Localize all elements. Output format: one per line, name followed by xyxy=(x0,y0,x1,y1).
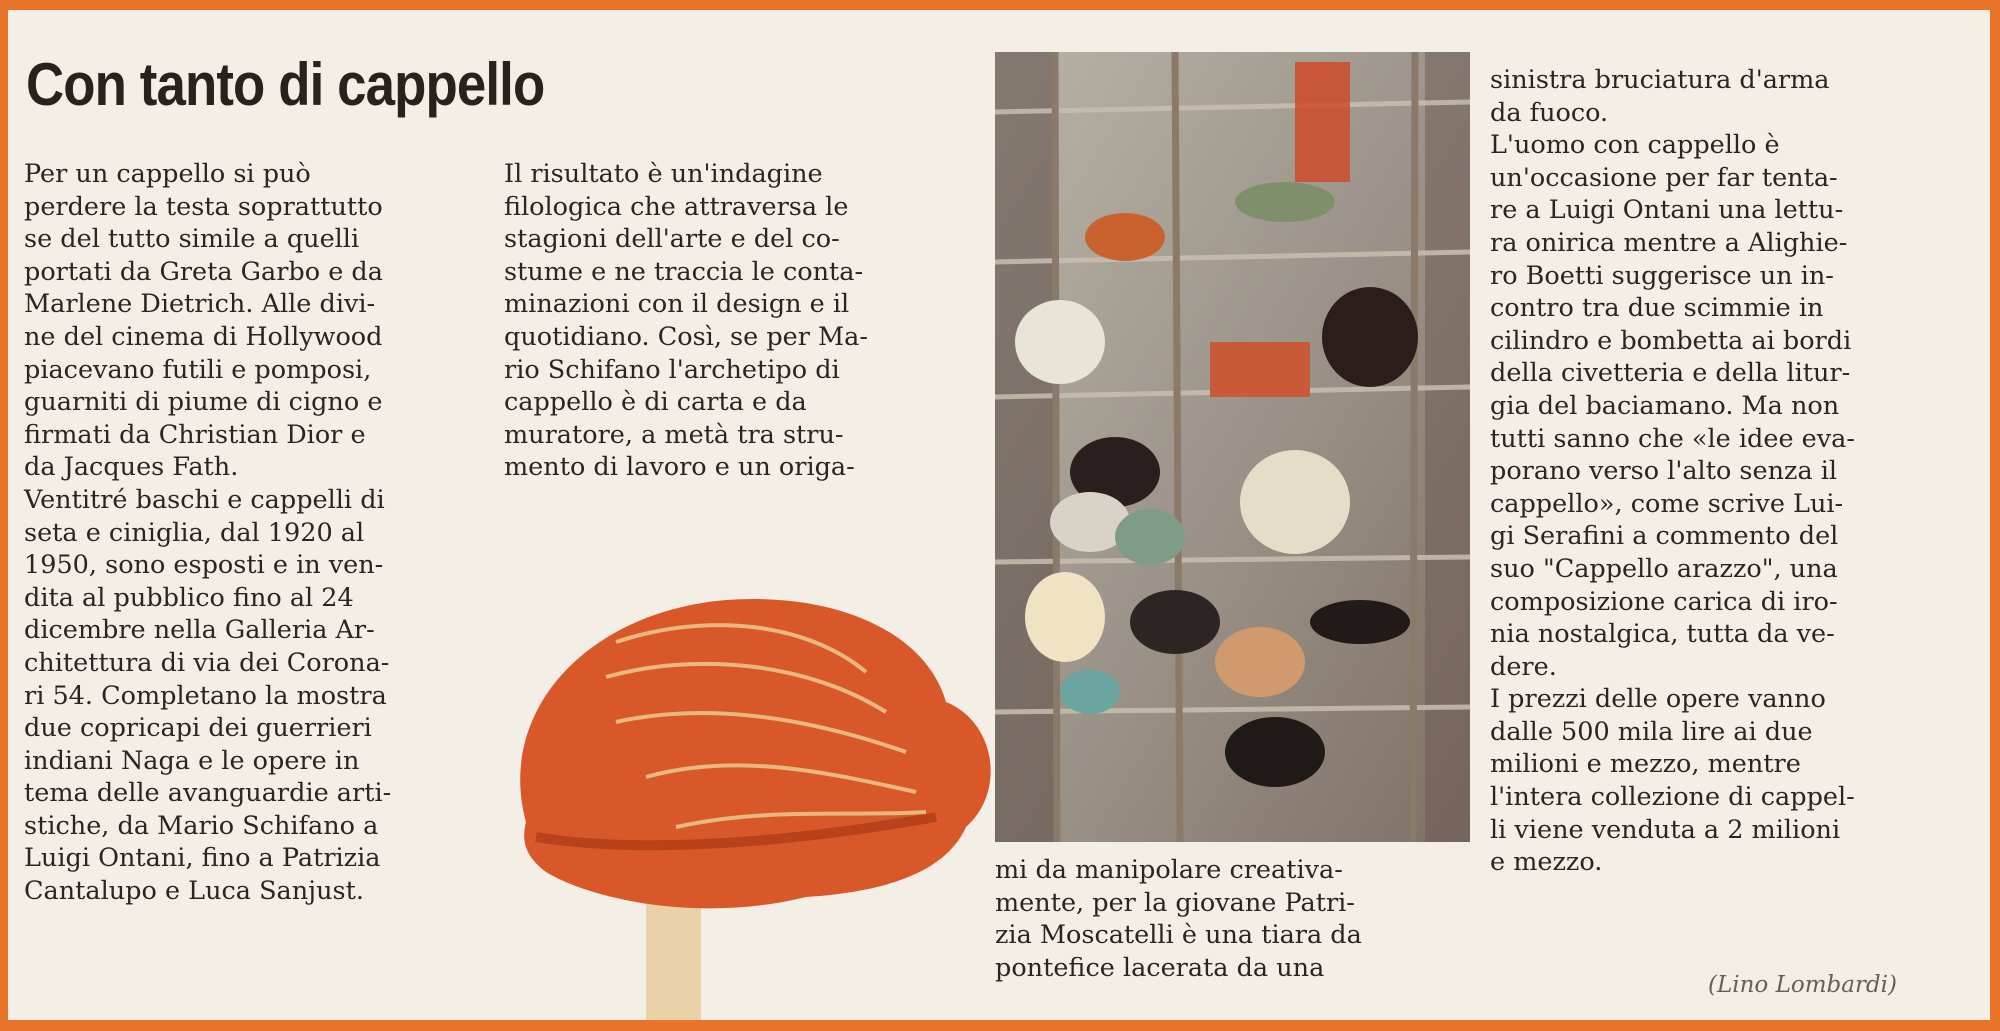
text-line: Cantalupo e Luca Sanjust. xyxy=(24,876,364,907)
text-line: rio Schifano l'archetipo di xyxy=(504,354,840,385)
text-line: ra onirica mentre a Alighie- xyxy=(1490,227,1848,258)
text-line: nia nostalgica, tutta da ve- xyxy=(1490,619,1835,650)
text-line: dalle 500 mila lire ai due xyxy=(1490,716,1813,747)
text-line: suo "Cappello arazzo", una xyxy=(1490,553,1838,584)
text-line: mento di lavoro e un origa- xyxy=(504,452,855,483)
text-line: firmati da Christian Dior e xyxy=(24,419,366,450)
text-line: Per un cappello si può xyxy=(24,159,311,189)
text-line: piacevano futili e pomposi, xyxy=(24,354,372,385)
text-line: ne del cinema di Hollywood xyxy=(24,321,383,352)
text-line: indiani Naga e le opere in xyxy=(24,745,360,776)
text-line: tutti sanno che «le idee eva- xyxy=(1490,423,1855,454)
text-line: l'intera collezione di cappel- xyxy=(1490,782,1855,813)
text-line: li viene venduta a 2 milioni xyxy=(1490,814,1841,845)
text-line: cappello è di carta e da xyxy=(504,387,807,418)
text-line: milioni e mezzo, mentre xyxy=(1490,749,1801,780)
text-line: cappello», come scrive Lui- xyxy=(1490,488,1844,519)
text-line: zia Moscatelli è una tiara da xyxy=(995,920,1362,951)
headline: Con tanto di cappello xyxy=(26,51,545,118)
text-line: mi da manipolare creativa- xyxy=(995,855,1343,885)
text-column-3 xyxy=(995,854,1465,984)
text-line: minazioni con il design e il xyxy=(504,289,850,320)
text-line: gia del baciamano. Ma non xyxy=(1490,390,1840,421)
text-line: Marlene Dietrich. Alle divi- xyxy=(24,289,376,320)
magazine-page xyxy=(8,10,1990,1020)
orange-hat-illustration xyxy=(506,592,998,1020)
text-line: dita al pubblico fino al 24 xyxy=(24,582,354,613)
text-line: guarniti di piume di cigno e xyxy=(24,387,383,418)
text-line: 1950, sono esposti e in ven- xyxy=(24,550,384,581)
text-line: muratore, a metà tra stru- xyxy=(504,419,844,450)
text-column-1 xyxy=(24,158,479,908)
text-line: dere. xyxy=(1490,651,1557,682)
text-line: dicembre nella Galleria Ar- xyxy=(24,615,375,646)
text-line: ro Boetti suggerisce un in- xyxy=(1490,260,1834,291)
text-line: chitettura di via dei Corona- xyxy=(24,647,390,678)
text-line: quotidiano. Così, se per Ma- xyxy=(504,321,868,352)
text-line: L'uomo con cappello è xyxy=(1490,130,1780,161)
hat-shelf-photo xyxy=(995,52,1470,842)
byline: (Lino Lombardi) xyxy=(1708,972,1897,998)
text-line: sinistra bruciatura d'arma xyxy=(1490,65,1830,95)
text-line: ri 54. Completano la mostra xyxy=(24,680,387,711)
text-line: gi Serafini a commento del xyxy=(1490,521,1839,552)
text-line: filologica che attraversa le xyxy=(504,191,849,222)
text-line: se del tutto simile a quelli xyxy=(24,224,360,255)
text-line: e mezzo. xyxy=(1490,847,1603,878)
text-line: portati da Greta Garbo e da xyxy=(24,256,383,287)
text-line: stiche, da Mario Schifano a xyxy=(24,810,379,841)
text-line: della civetteria e della litur- xyxy=(1490,358,1851,389)
text-column-2 xyxy=(504,158,974,484)
text-line: due copricapi dei guerrieri xyxy=(24,713,372,744)
text-line: pontefice lacerata da una xyxy=(995,952,1325,983)
text-line: un'occasione per far tenta- xyxy=(1490,162,1838,193)
text-line: porano verso l'alto senza il xyxy=(1490,456,1838,487)
text-line: cilindro e bombetta ai bordi xyxy=(1490,325,1852,356)
text-line: stagioni dell'arte e del co- xyxy=(504,224,840,255)
text-line: Il risultato è un'indagine xyxy=(504,159,823,189)
text-column-4 xyxy=(1490,64,1960,879)
text-line: re a Luigi Ontani una lettu- xyxy=(1490,195,1844,226)
text-line: tema delle avanguardie arti- xyxy=(24,778,392,809)
text-line: seta e ciniglia, dal 1920 al xyxy=(24,517,365,548)
text-line: da Jacques Fath. xyxy=(24,452,239,483)
text-line: mente, per la giovane Patri- xyxy=(995,887,1355,918)
text-line: contro tra due scimmie in xyxy=(1490,293,1824,324)
text-line: Ventitré baschi e cappelli di xyxy=(24,484,385,515)
text-line: Luigi Ontani, fino a Patrizia xyxy=(24,843,381,874)
text-line: composizione carica di iro- xyxy=(1490,586,1838,617)
text-line: da fuoco. xyxy=(1490,97,1609,128)
text-line: stume e ne traccia le conta- xyxy=(504,256,864,287)
text-line: perdere la testa soprattutto xyxy=(24,191,383,222)
text-line: I prezzi delle opere vanno xyxy=(1490,684,1826,715)
